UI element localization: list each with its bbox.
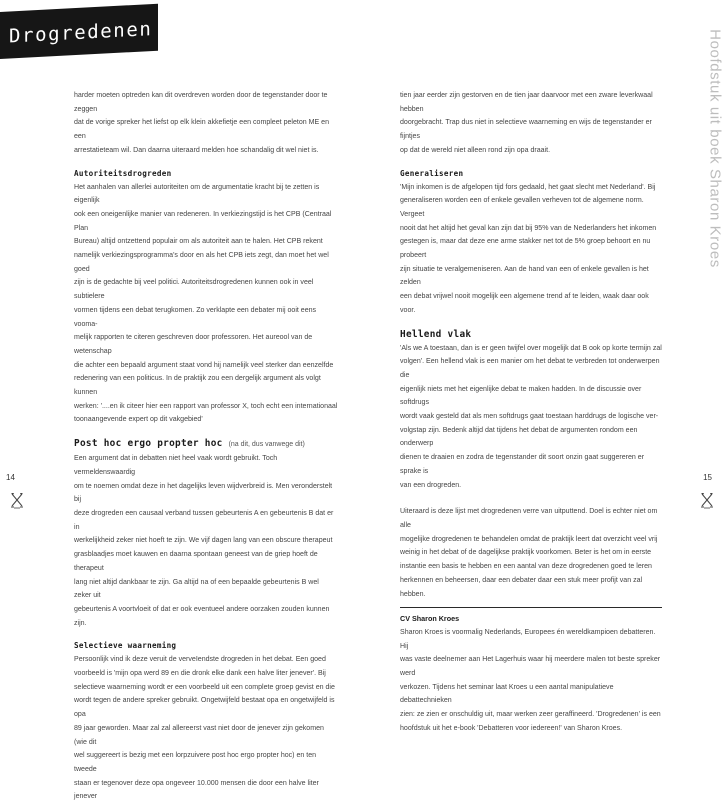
section-heading-autoriteit: Autoriteitsdrogreden [74, 168, 172, 178]
section-heading-hellend-vlak: Hellend vlak [400, 328, 472, 340]
cv-heading: CV Sharon Kroes [400, 614, 460, 624]
crossed-arrows-icon [700, 491, 714, 509]
section-heading-post-hoc-title: Post hoc ergo propter hoc [74, 438, 223, 450]
section-heading-post-hoc-sub: (na dit, dus vanwege dit) [228, 441, 305, 449]
left-intro-paragraph: harder moeten optreden kan dit overdreven worden door de tegenstander door te zeggen dat de vorige spreker het liefst op elk klein akkefietje een compleet peleton ME en een arrestatieteam wil. Dan daarna uiteraard melden hoe schandalig dit wel niet is. [74, 92, 330, 154]
section-heading-post-hoc [74, 437, 338, 452]
section-body-autoriteit: Het aanhalen van allerlei autoriteiten om de argumentatie kracht bij te zetten is eigenlijk ook een oneigenlijke manier van redeneren. In verkiezingstijd is het CPB (Centraal Plan Bureau) altijd ontzettend populair om als autoriteit aan te halen. Het CPB rekent namelijk verkiezingsprogramma's door en als het CPB iets zegt, dan moet het wel goed zijn is de gedachte bij veel politici. Autoriteitsdrogredenen kunnen ook in veel subtielere vormen tijdens een debat terugkomen. Zo verklapte een debater mij ooit eens vooma- melijk rapporten te citeren geschreven door professoren. Het aureool van de wetenschap die achter een bepaald argument staat vond hij namelijk veel sterker dan eenzelfde redenering van een politicus. In de praktijk zou een dergelijk argument als volgt kunnen werken: '....en ik citeer hier een rapport van professor X, toch echt een internationaal toonaangevende expert op dit vakgebied' [74, 183, 338, 424]
section-body-hellend-vlak: 'Als we A toestaan, dan is er geen twijfel over mogelijk dat B ook op korte termijn zal volgen'. Een hellend vlak is een manier om het debat te verbreden tot onderwerpen die eigenlijk niets met het eigenlijke debat te maken hadden. In de discussie over softdrugs wordt vaak gesteld dat als men softdrugs gaat toestaan harddrugs de logische ver- volgstap zijn. Bedenk altijd dat tijdens het debat de argumenten rondom een onderwerp dienen te draaien en zodra de tegenstander dit soort onzin gaat suggereren er sprake is van een drogreden. [400, 344, 662, 489]
right-intro-paragraph: tien jaar eerder zijn gestorven en de tien jaar daarvoor met een zware leverkwaal hebben doorgebracht. Trap dus niet in selectieve waarneming en wijs de tegenstander er fijntjes op dat de wereld niet alleen rond zijn opa draait. [400, 92, 653, 154]
cv-divider [400, 607, 662, 608]
right-column [400, 89, 662, 736]
page-number-right: 15 [703, 473, 712, 482]
closing-paragraph: Uiteraard is deze lijst met drogredenen verre van uitputtend. Doel is echter niet om alle mogelijke drogredenen te behandelen omdat de praktijk leert dat overzicht veel vrij weinig in het debat of de dagelijkse praktijk voorkomen. Beter is het om in eerste instantie een basis te hebben en een aantal van deze drogredenen goed te leren herkennen en beheersen, daar een debater daar een stuk meer profijt van zal hebben. [400, 508, 658, 598]
crossed-arrows-icon [10, 491, 24, 509]
chapter-title: Drogredenen [9, 18, 153, 48]
section-heading-selectieve: Selectieve waarneming [74, 641, 177, 651]
section-body-post-hoc: Een argument dat in debatten niet heel vaak wordt gebruikt. Toch vermeldenswaardig om te noemen omdat deze in het dagelijks leven wijdverbreid is. Men veronderstelt bij deze drogreden een causaal verband tussen gebeurtenis A en gebeurtenis B dat er in werkelijkheid zeker niet hoeft te zijn. We vijf dagen lang van een obscure therapeut grasblaadjes moet kauwen en daarna spontaan geneest van de griep hoeft de therapeut lang niet altijd dankbaar te zijn. Ga altijd na of een bepaalde gebeurtenis B wel zeker uit gebeurtenis A voortvloeit of dat er ook eventueel andere oorzaken zouden kunnen zijn. [74, 455, 334, 627]
left-column [74, 89, 338, 804]
section-body-generaliseren: 'Mijn inkomen is de afgelopen tijd fors gedaald, het gaat slecht met Nederland'. Bij generaliseren worden een of enkele gevallen verheven tot de algemene norm. Vergeet nooit dat het altijd het geval kan zijn dat bij 95% van de Nederlanders het inkomen gestegen is, maar dat deze ene arme stakker net tot de 5% groep behoort en nu probeert zijn situatie te veralgemeniseren. Aan de hand van een of enkele gevallen is het zelden een debat vrijwel nooit mogelijk een algemene trend af te leiden, waak daar ook voor. [400, 183, 657, 314]
side-running-title [704, 12, 726, 282]
page-number-left: 14 [6, 473, 15, 482]
cv-body: Sharon Kroes is voormalig Nederlands, Europees én wereldkampioen debatteren. Hij was vaste deelnemer aan Het Lagerhuis waar hij meerdere malen tot beste spreker werd verkozen. Tijdens het seminar laat Kroes u een aantal manipulatieve debattechnieken zien: ze zien er onschuldig uit, maar werken zeer geraffineerd. 'Drogredenen' is een hoofdstuk uit het e-book 'Debatteren voor iedereen!' van Sharon Kroes. [400, 628, 661, 732]
side-running-title-text: Hoofdstuk uit boek Sharon Kroes [706, 29, 724, 268]
section-heading-generaliseren: Generaliseren [400, 168, 464, 178]
chapter-tab [0, 4, 158, 59]
section-body-selectieve: Persoonlijk vind ik deze veruit de verveIendste drogreden in het debat. Een goed voorbeeld is 'mijn opa werd 89 en die dronk elke dank een halve liter jenever'. Bij selectieve waarneming wordt er een voorbeeld uit een complete groep gevist en die wordt tegen de andere spreker gebruikt. Ongetwijfeld bestaat opa en ongetwijfeld is opa 89 jaar geworden. Maar zal zal allereerst vast niet door de jenever zijn gekomen (wie dit wel suggereert is bezig met een lorpzuivere post hoc ergo propter hoc) en ten tweede staan er tegenover deze opa ongeveer 10.000 mensen die door een halve liter jenever [74, 656, 335, 801]
